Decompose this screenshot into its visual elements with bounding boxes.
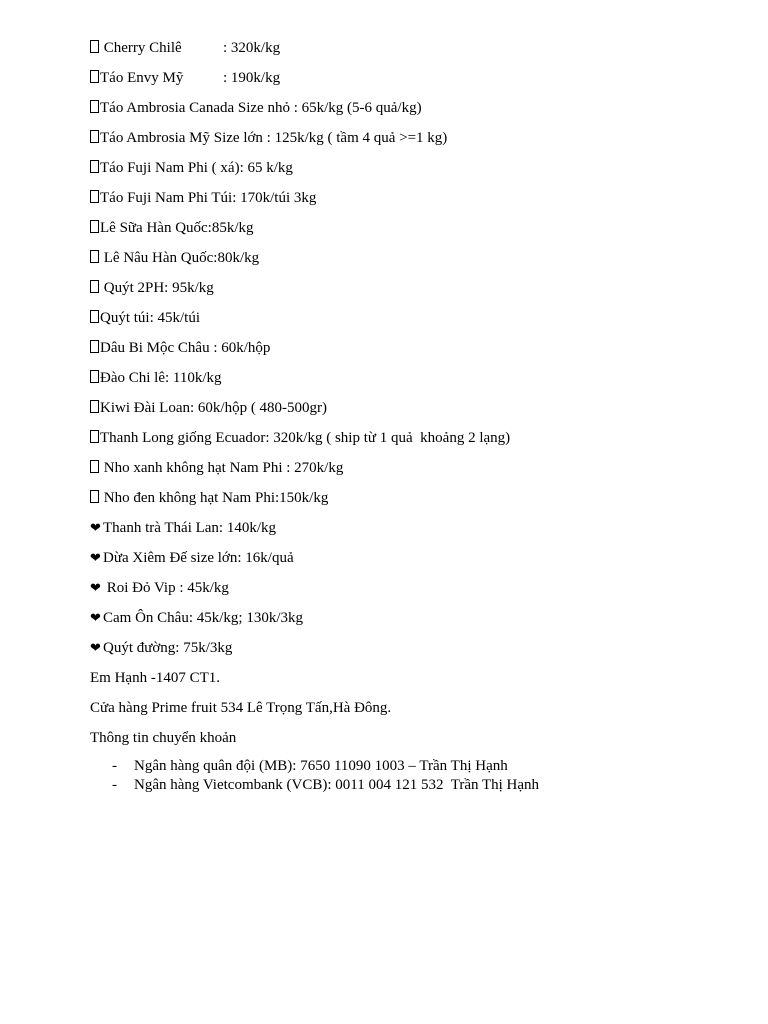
price-item xyxy=(90,608,730,638)
bank-account-list xyxy=(90,757,730,795)
missing-glyph-icon xyxy=(90,130,99,143)
price-item-text: Roi Đỏ Vip : 45k/kg xyxy=(103,580,229,596)
store-address: Cửa hàng Prime fruit 534 Lê Trọng Tấn,Hà Đông. xyxy=(90,700,392,716)
price-item-text: Dâu Bi Mộc Châu : 60k/hộp xyxy=(100,340,271,356)
price-item-price: : 190k/kg xyxy=(223,70,281,86)
bank-account-item xyxy=(90,757,730,776)
price-item-text: Táo Ambrosia Mỹ Size lớn : 125k/kg ( tầm 4 quả >=1 kg) xyxy=(100,130,448,146)
missing-glyph-icon xyxy=(90,220,99,233)
bank-account-text: Ngân hàng Vietcombank (VCB): 0011 004 121 532 Trần Thị Hạnh xyxy=(134,777,540,793)
missing-glyph-icon xyxy=(90,400,99,413)
price-item-text: Lê Nâu Hàn Quốc:80k/kg xyxy=(100,250,260,266)
price-item-text: Đào Chi lê: 110k/kg xyxy=(100,370,222,386)
price-item-text: Táo Ambrosia Canada Size nhỏ : 65k/kg (5-6 quả/kg) xyxy=(100,100,422,116)
missing-glyph-icon xyxy=(90,370,99,383)
price-item xyxy=(90,158,730,188)
price-item-text: Kiwi Đài Loan: 60k/hộp ( 480-500gr) xyxy=(100,400,328,416)
missing-glyph-icon xyxy=(90,160,99,173)
heart-icon: ❤ xyxy=(90,551,101,566)
price-item-text: Nho xanh không hạt Nam Phi : 270k/kg xyxy=(100,460,344,476)
heart-icon: ❤ xyxy=(90,521,101,536)
missing-glyph-icon xyxy=(90,70,99,83)
missing-glyph-icon xyxy=(90,190,99,203)
missing-glyph-icon xyxy=(90,490,99,503)
transfer-heading: Thông tin chuyển khoản xyxy=(90,730,237,746)
price-item xyxy=(90,128,730,158)
price-item xyxy=(90,578,730,608)
list-bullet: - xyxy=(112,777,117,793)
price-item xyxy=(90,308,730,338)
price-item-text: Thanh trà Thái Lan: 140k/kg xyxy=(103,520,277,536)
price-item xyxy=(90,38,730,68)
price-item xyxy=(90,248,730,278)
price-item xyxy=(90,218,730,248)
heart-icon: ❤ xyxy=(90,641,101,656)
price-item-text: Táo Fuji Nam Phi ( xá): 65 k/kg xyxy=(100,160,293,176)
missing-glyph-icon xyxy=(90,250,99,263)
contact-line: Em Hạnh -1407 CT1. xyxy=(90,670,220,686)
price-list-box-items xyxy=(90,38,730,518)
price-item xyxy=(90,98,730,128)
price-item xyxy=(90,548,730,578)
missing-glyph-icon xyxy=(90,40,99,53)
price-item xyxy=(90,188,730,218)
price-list-heart-items xyxy=(90,518,730,668)
price-item xyxy=(90,368,730,398)
price-item-text: Nho đen không hạt Nam Phi:150k/kg xyxy=(100,490,329,506)
price-item xyxy=(90,488,730,518)
price-item xyxy=(90,638,730,668)
heart-icon: ❤ xyxy=(90,611,101,626)
price-item-name: Táo Envy Mỹ xyxy=(100,70,184,86)
price-item xyxy=(90,278,730,308)
price-item-text: Quýt đường: 75k/3kg xyxy=(103,640,233,656)
price-item-text: Thanh Long giống Ecuador: 320k/kg ( ship từ 1 quả khoảng 2 lạng) xyxy=(100,430,511,446)
price-item xyxy=(90,398,730,428)
price-item xyxy=(90,458,730,488)
price-item-text: Táo Fuji Nam Phi Túi: 170k/túi 3kg xyxy=(100,190,317,206)
price-item-name: Cherry Chilê xyxy=(100,40,182,56)
document-body xyxy=(90,38,730,795)
price-item-text: Cam Ôn Châu: 45k/kg; 130k/3kg xyxy=(103,610,303,626)
missing-glyph-icon xyxy=(90,430,99,443)
price-item-text: Lê Sữa Hàn Quốc:85k/kg xyxy=(100,220,254,236)
price-item-price: : 320k/kg xyxy=(223,40,281,56)
price-item xyxy=(90,518,730,548)
list-bullet: - xyxy=(112,758,117,774)
bank-account-item xyxy=(90,776,730,795)
price-item xyxy=(90,338,730,368)
heart-icon: ❤ xyxy=(90,581,101,596)
price-item-text: Quýt túi: 45k/túi xyxy=(100,310,201,326)
bank-account-text: Ngân hàng quân đội (MB): 7650 11090 1003 – Trần Thị Hạnh xyxy=(134,758,508,774)
missing-glyph-icon xyxy=(90,310,99,323)
missing-glyph-icon xyxy=(90,100,99,113)
missing-glyph-icon xyxy=(90,460,99,473)
price-item xyxy=(90,68,730,98)
price-item-text: Quýt 2PH: 95k/kg xyxy=(100,280,214,296)
missing-glyph-icon xyxy=(90,280,99,293)
price-item xyxy=(90,428,730,458)
price-item-text: Dừa Xiêm Đế size lớn: 16k/quả xyxy=(103,550,294,566)
missing-glyph-icon xyxy=(90,340,99,353)
